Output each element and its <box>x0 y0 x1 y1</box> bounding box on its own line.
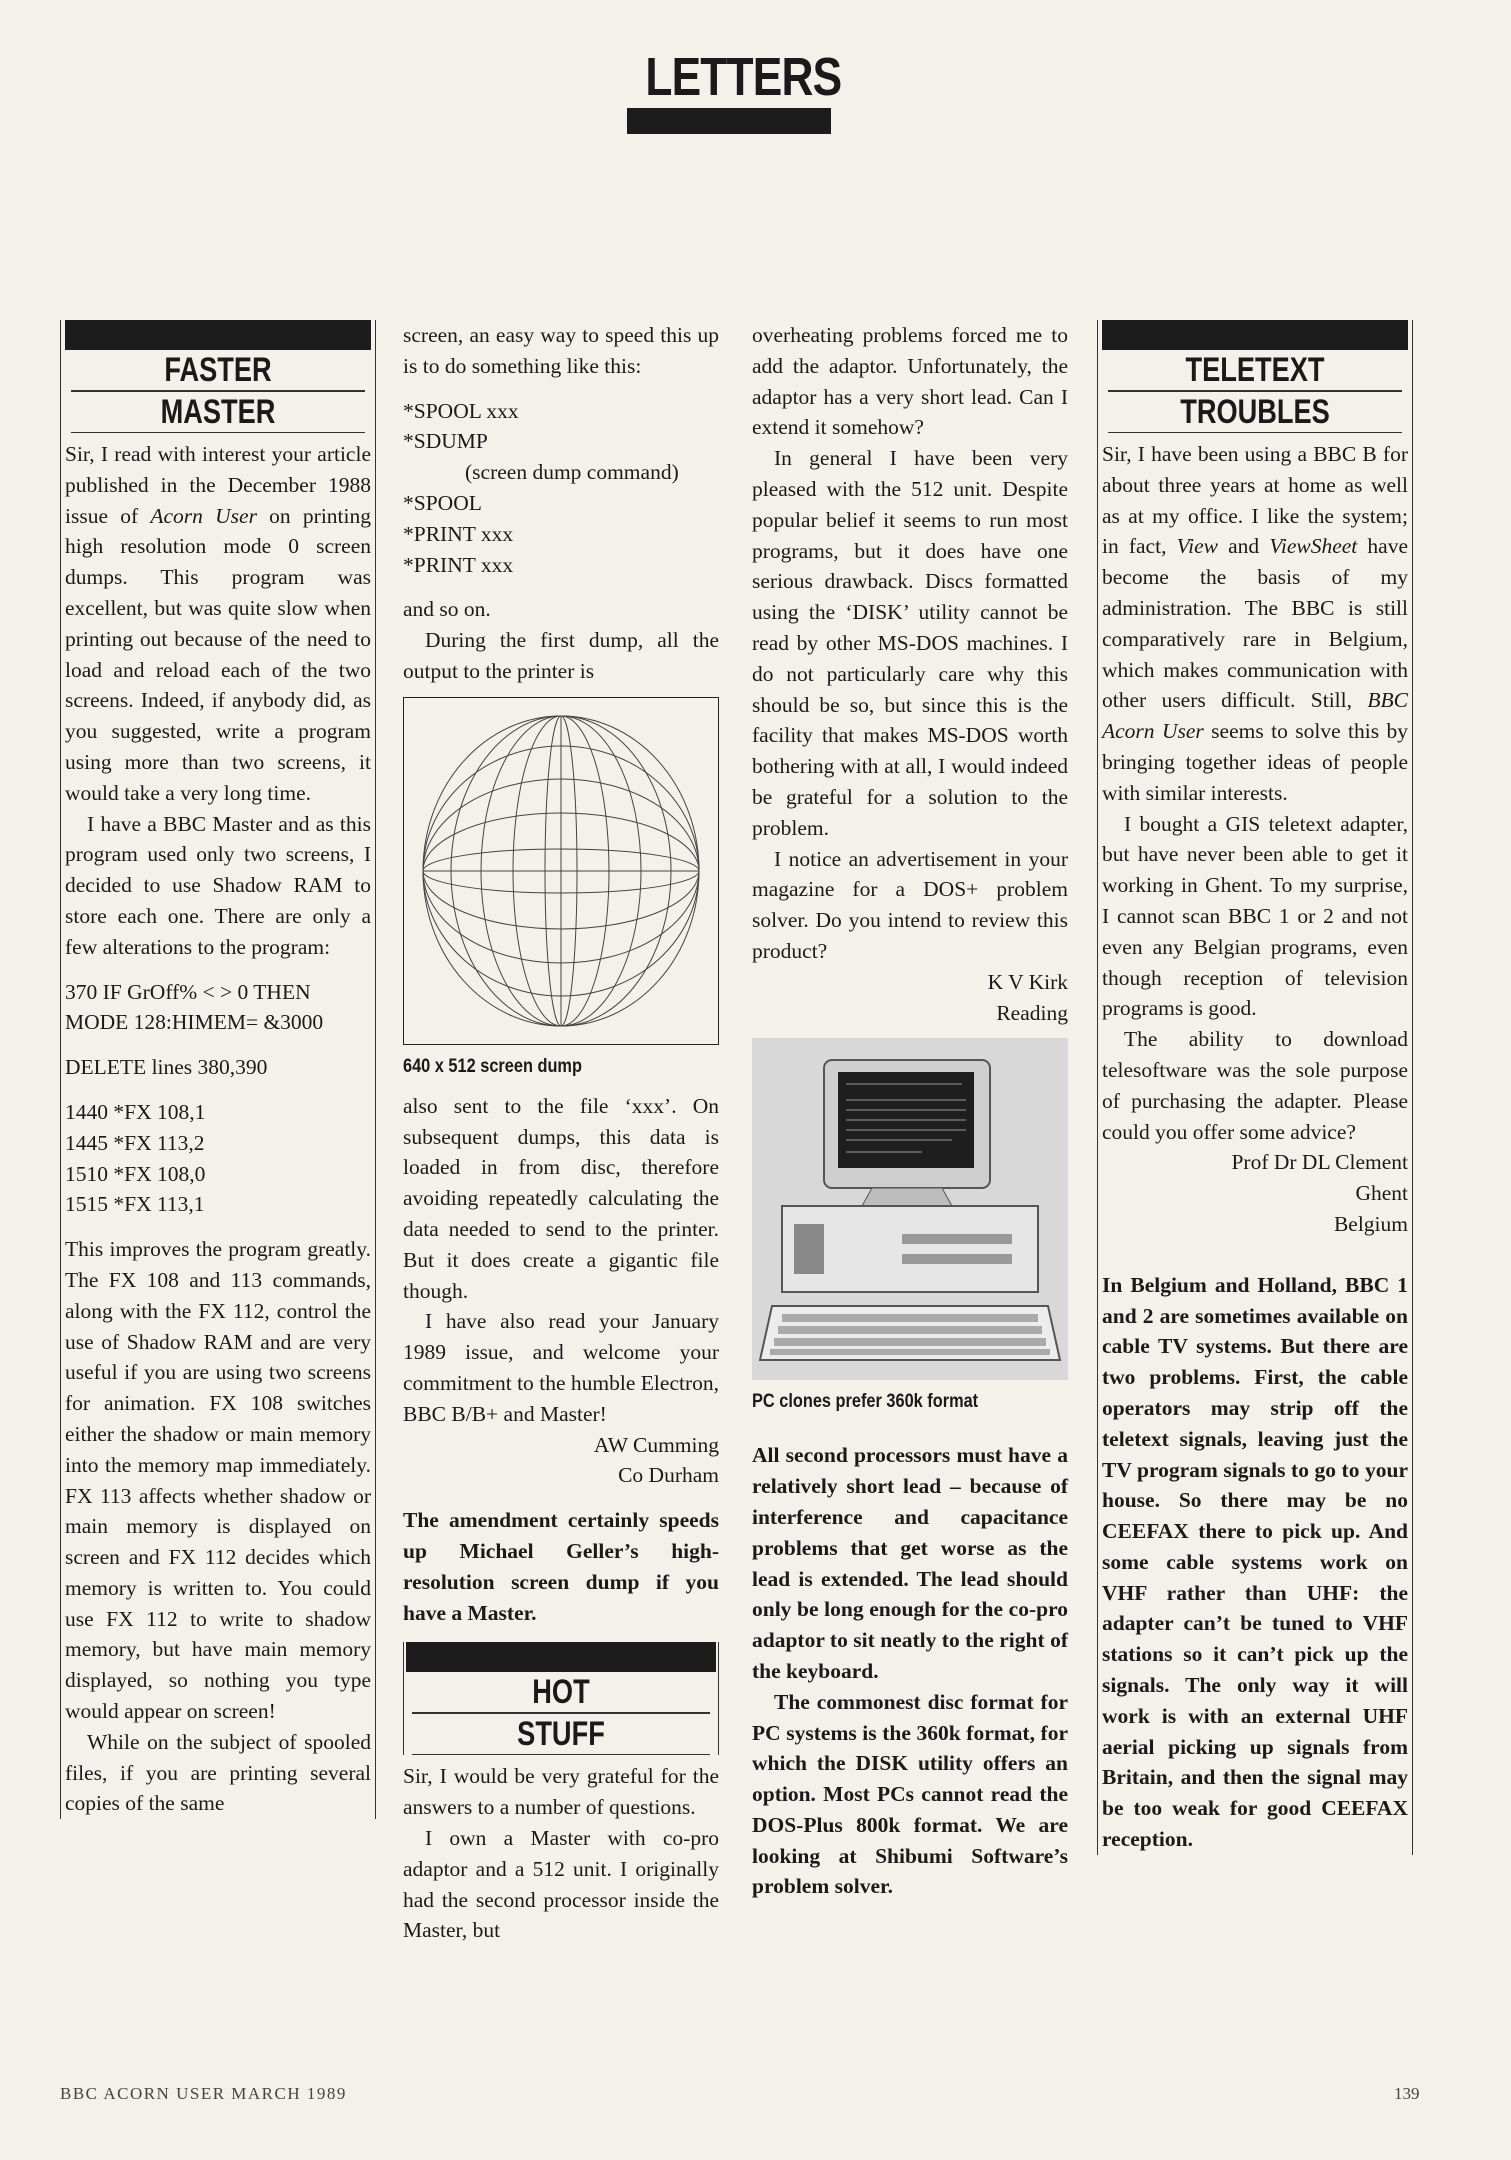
headline-line-2: TROUBLES <box>1180 392 1330 431</box>
code-line: *PRINT xxx <box>403 521 514 546</box>
letter2-paragraph-3: overheating problems forced me to add the adaptor. Unfortunately, the adaptor has a very short lead. Can I extend it somehow? <box>752 323 1068 440</box>
page-title: LETTERS <box>645 47 842 107</box>
spacer <box>1102 1240 1408 1270</box>
headline-text <box>437 1672 685 1712</box>
code-listing-1: 370 IF GrOff% < > 0 THEN MODE 128:HIMEM= &3000 <box>65 979 324 1035</box>
spacer <box>403 1491 719 1505</box>
headline-line-2: MASTER <box>160 392 276 431</box>
code-line: 1445 *FX 113,2 <box>65 1130 205 1155</box>
signature-place: Co Durham <box>618 1463 719 1488</box>
signature-name: AW Cumming <box>593 1432 719 1457</box>
globe-illustration <box>411 706 711 1036</box>
text-run: have become the basis of my administration. The BBC is still comparatively rare in Belgium, which makes communication with other users difficult. Still, <box>1102 534 1408 713</box>
headline-rule <box>1108 432 1402 434</box>
headline-bar <box>65 320 371 350</box>
code-line: 1515 *FX 113,1 <box>65 1192 205 1217</box>
signature-name: Prof Dr DL Clement <box>1231 1150 1408 1175</box>
editor-reply-1: All second processors must have a relatively short lead – because of interference and capacitance problems that get worse as the lead is extended. The lead should only be long enough for the co-pro adaptor to sit neatly to the right of the keyboard. <box>752 1443 1068 1683</box>
letter2-paragraph-2: I own a Master with co-pro adaptor and a 512 unit. I originally had the second processor inside the Master, but <box>403 1825 719 1943</box>
column-3 <box>752 320 1068 1902</box>
headline-text-2 <box>1133 392 1378 432</box>
headline-teletext-troubles <box>1102 320 1408 433</box>
code-line: 1440 *FX 108,1 <box>65 1099 206 1124</box>
code-listing-4 <box>403 396 719 581</box>
letter1-paragraph-2: I have a BBC Master and as this program used only two screens, I decided to use Shadow RAM to store each one. There are only a few alterations to the program: <box>65 811 371 959</box>
text-run: Sir, I have been using a BBC B for about three years at home as well as at my office. I like the system; in fact, <box>1102 442 1408 559</box>
screen-dump-figure <box>403 697 719 1045</box>
pc-computer-illustration <box>752 1038 1068 1380</box>
headline-rule <box>71 432 365 434</box>
figure-caption: 640 x 512 screen dump <box>403 1055 582 1077</box>
code-listing-3 <box>65 1097 371 1220</box>
signature-name: K V Kirk <box>987 969 1068 994</box>
magazine-name: Acorn User <box>150 503 257 528</box>
spacer <box>403 382 719 396</box>
page-number: 139 <box>1394 2084 1420 2103</box>
figure-caption: PC clones prefer 360k format <box>752 1391 979 1413</box>
code-listing-2: DELETE lines 380,390 <box>65 1055 268 1080</box>
headline-bar <box>406 1642 716 1672</box>
signature-country: Belgium <box>1333 1211 1408 1236</box>
letter2-paragraph-4: In general I have been very pleased with the 512 unit. Despite popular belief it seems to run most programs, but it does have one serious drawback. Discs formatted using the ‘DISK’ utility cannot be read by other MS-DOS machines. I do not particularly care why this should be so, but since this is the facility that makes MS-DOS worth bothering with at all, I would indeed be grateful for a solution to the problem. <box>752 446 1068 840</box>
code-line: 1510 *FX 108,0 <box>65 1161 206 1186</box>
headline-bar <box>1102 320 1408 350</box>
headline-line-1: TELETEXT <box>1185 351 1325 389</box>
magazine-name: BBC Acorn User <box>1102 688 1408 744</box>
letter1-paragraph-5: screen, an easy way to speed this up is to do something like this: <box>403 323 719 378</box>
letter1-paragraph-1 <box>65 439 371 809</box>
spacer <box>65 1220 371 1234</box>
letter3-paragraph-2: I bought a GIS teletext adapter, but have never been able to get it working in Ghent. To my surprise, I cannot scan BBC 1 or 2 and not even any Belgian programs, even though reception of television programs is good. <box>1102 811 1408 1021</box>
headline-line-1: HOT <box>532 1673 590 1712</box>
letter3-paragraph-1 <box>1102 439 1408 809</box>
code-line: *SDUMP <box>403 429 488 454</box>
spacer <box>752 1426 1068 1440</box>
headline-rule <box>412 1754 710 1756</box>
footer-publication: BBC ACORN USER MARCH 1989 <box>60 2084 347 2103</box>
headline-text-2 <box>96 392 341 432</box>
column-2 <box>403 320 719 1946</box>
letter1-paragraph-9: I have also read your January 1989 issue, and welcome your commitment to the humble Electron, BBC B/B+ and Master! <box>403 1309 719 1426</box>
editor-reply: In Belgium and Holland, BBC 1 and 2 are sometimes available on cable TV systems. But there are two problems. First, the cable operators may strip off the teletext signals, leaving just the TV program signals to go to your house. So there may be no CEEFAX there to pick up. And some cable systems work on VHF rather than UHF: the adapter can’t be tuned to VHF stations so it can’t pick up the signals. The only way it will work is with an external UHF aerial picking up signals from Britain, and then the signal may be too weak for good CEEFAX reception. <box>1102 1272 1408 1852</box>
code-line: *SPOOL xxx <box>403 398 519 423</box>
signature-place: Ghent <box>1355 1181 1408 1206</box>
headline-faster-master <box>65 320 371 433</box>
column-1 <box>60 320 376 1819</box>
masthead <box>627 47 842 134</box>
text-run: seems to solve this by bringing together ideas of people with similar interests. <box>1102 719 1408 805</box>
letter3-paragraph-3: The ability to download telesoftware was the sole purpose of purchasing the adapter. Please could you offer some advice? <box>1102 1027 1408 1144</box>
headline-line-2: STUFF <box>517 1714 605 1753</box>
code-line: *PRINT xxx <box>403 552 514 577</box>
spacer <box>65 1038 371 1052</box>
spacer <box>403 580 719 594</box>
editor-reply-2: The commonest disc format for PC systems is the 360k format, for which the DISK utility offers an option. Most PCs cannot read the DOS-Plus 800k format. We are looking at Shibumi Software’s problem solver. <box>752 1689 1068 1899</box>
signature-place: Reading <box>996 1000 1068 1025</box>
letter1-paragraph-6: and so on. <box>403 597 491 622</box>
letter1-paragraph-4: While on the subject of spooled files, if you are printing several copies of the same <box>65 1729 371 1816</box>
spacer <box>65 963 371 977</box>
text-run: and <box>1218 534 1270 559</box>
headline-hot-stuff <box>403 1642 719 1755</box>
masthead-bar <box>627 108 831 134</box>
letter2-paragraph-1: Sir, I would be very grateful for the answers to a number of questions. <box>403 1764 719 1820</box>
letter1-paragraph-3: This improves the program greatly. The FX 108 and 113 commands, along with the FX 112, control the use of Shadow RAM and are very useful if you are using two screens for animation. FX 108 switches either the shadow or main memory into the memory map immediately. FX 113 affects whether shadow or main memory is displayed on screen and FX 112 decides which memory is written to. You could use FX 112 to write to shadow memory, but have main memory displayed, so nothing you type would appear on screen! <box>65 1237 371 1724</box>
headline-text <box>1133 350 1378 390</box>
headline-line-1: FASTER <box>164 351 272 389</box>
spacer <box>403 1628 719 1642</box>
code-comment: (screen dump command) <box>465 460 679 485</box>
software-name: View <box>1176 534 1218 559</box>
letter1-paragraph-8: also sent to the file ‘xxx’. On subsequent dumps, this data is loaded in from disc, therefore avoiding repeatedly calculating the data needed to send to the printer. But it does create a gigantic file though. <box>403 1093 719 1303</box>
editor-reply: The amendment certainly speeds up Michael Geller’s high-resolution screen dump if you have a Master. <box>403 1508 719 1625</box>
headline-text <box>96 350 341 390</box>
text-run: on printing high resolution mode 0 screen dumps. This program was excellent, but was quite slow when printing out because of the need to load and reload each of the two screens. Indeed, if anybody did, as you suggested, write a program using more than two screens, it would take a very long time. <box>65 503 371 805</box>
code-line: *SPOOL <box>403 490 482 515</box>
text-run: Sir, I read with interest your article published in the December 1988 issue of <box>65 442 371 528</box>
letter1-paragraph-7: During the first dump, all the output to the printer is <box>403 628 719 683</box>
headline-text-2 <box>437 1714 685 1754</box>
software-name: ViewSheet <box>1269 534 1358 559</box>
column-4 <box>1097 320 1413 1855</box>
spacer <box>65 1083 371 1097</box>
letter2-paragraph-5: I notice an advertisement in your magazine for a DOS+ problem solver. Do you intend to review this product? <box>752 846 1068 963</box>
pc-clone-photo <box>752 1038 1068 1380</box>
